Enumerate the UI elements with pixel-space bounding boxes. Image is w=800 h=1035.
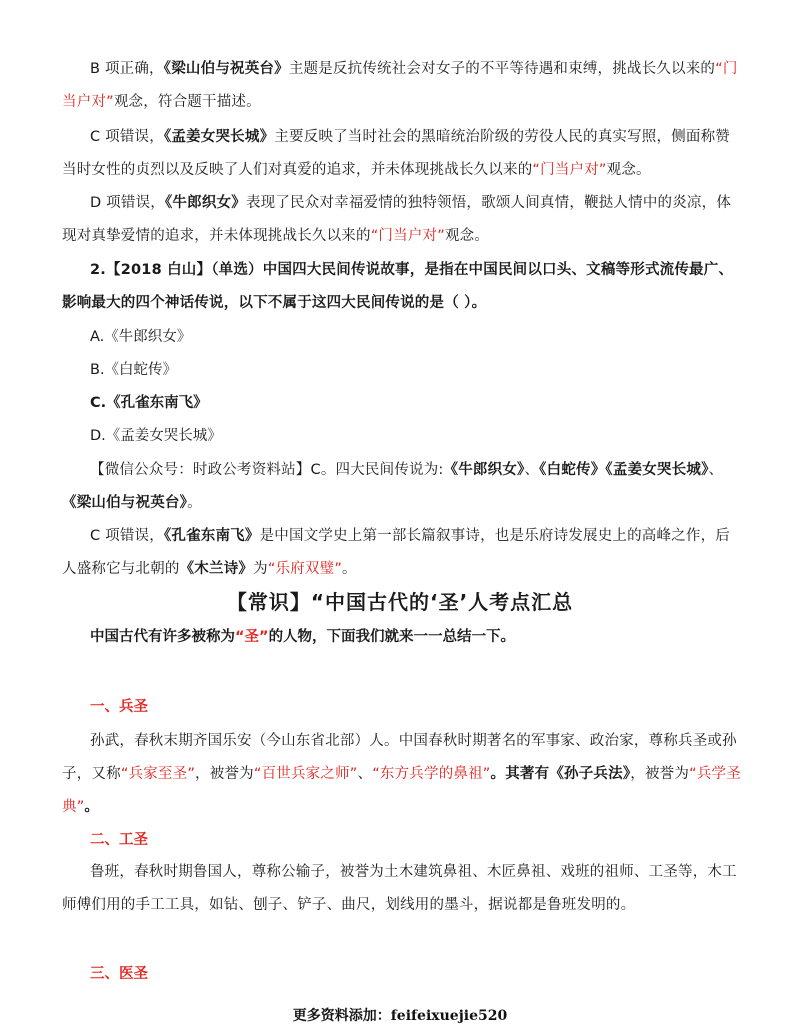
- text: 。: [342, 561, 357, 577]
- highlight: “圣”: [235, 629, 269, 645]
- highlight: “门当户对”: [62, 61, 738, 110]
- paragraph-luban: 鲁班，春秋时期鲁国人，尊称公输子，被誉为土木建筑鼻祖、木匠鼻祖、戏班的祖师、工圣等，木工师傅们用的手工工具，如钻、刨子、铲子、曲尺，划线用的墨斗，据说都是鲁班发明的。: [62, 864, 737, 913]
- option-a: A.《牛郎织女》: [90, 329, 192, 345]
- text: 。: [84, 799, 100, 815]
- book-title: 《孟姜女哭长城》: [163, 129, 275, 145]
- book-title: 《梁山伯与祝英台》: [62, 495, 188, 511]
- highlight: “东方兵学的鼻祖”: [372, 766, 491, 782]
- highlight: “门当户对”: [532, 162, 607, 178]
- text: 主题是反抗传统社会对女子的不平等待遇和束缚，挑战长久以来的: [288, 61, 716, 77]
- footer-note: 更多资料添加：feifeixuejie520: [292, 1008, 508, 1024]
- text: 中国古代有许多被称为: [90, 629, 235, 645]
- text: 【微信公众号：时政公考资料站】C。四大民间传说为:: [90, 462, 444, 478]
- book-title: 《孔雀东南飞》: [163, 528, 260, 544]
- question-2: 2.【2018 白山】（单选）中国四大民间传说故事，是指在中国民间以口头、文稿等形式流传最广、影响最大的四个神话传说，以下不属于这四大民间传说的是（ ）。: [62, 262, 734, 311]
- book-title: 《木兰诗》: [179, 561, 254, 577]
- text: 孙武，春秋末期齐国乐安（今山东省北部）人。中国春秋时期著名的军事家、政治家，尊称兵圣或孙子，又称: [62, 733, 737, 782]
- paragraph-option-b: [62, 53, 742, 119]
- text: 、: [708, 462, 724, 478]
- heading-gongsheng: 二、工圣: [90, 832, 148, 848]
- option-b: B.《白蛇传》: [90, 362, 178, 378]
- text: ，被誉为: [630, 766, 690, 782]
- book-title: 《牛郎织女》: [443, 462, 525, 478]
- text: 。其著有: [490, 766, 550, 782]
- option-d: D.《孟姜女哭长城》: [90, 428, 222, 444]
- text: 、: [524, 462, 540, 478]
- book-title: 《孙子兵法》: [549, 766, 631, 782]
- paragraph-option-d: [62, 187, 742, 253]
- paragraph-option-c: [62, 121, 742, 187]
- highlight: “兵家至圣”: [120, 766, 196, 782]
- text: 是中国文学史上第一部长篇叙事诗，也是乐府诗发展史上的高峰之作，后人盛称它与北朝的: [62, 528, 730, 577]
- highlight: “兵学圣典”: [62, 766, 741, 815]
- highlight: “门当户对”: [370, 228, 445, 244]
- heading-bingsheng: 一、兵圣: [90, 699, 148, 715]
- book-title: 《白蛇传》《孟姜女哭长城》: [539, 462, 709, 478]
- text: B 项正确，: [90, 61, 164, 77]
- text: D 项错误，: [90, 195, 165, 211]
- option-c: C.《孔雀东南飞》: [90, 395, 208, 411]
- text: 观念，符合题干描述。: [113, 94, 261, 110]
- book-title: 《梁山伯与祝英台》: [163, 61, 289, 77]
- highlight: “百世兵家之师”: [253, 766, 358, 782]
- text: 观念。: [444, 228, 490, 244]
- paragraph-option-c-explanation: [62, 520, 742, 586]
- section-title: 【常识】“中国古代的‘圣’人考点汇总: [226, 590, 574, 614]
- text: 表现了民众对幸福爱情的独特领悟，歌颂人间真情，鞭挞人情中的炎凉，体现对真挚爱情的追求，并未体现挑战长久以来的: [62, 195, 732, 244]
- text: C 项错误，: [90, 129, 164, 145]
- highlight: “乐府双璧”: [267, 561, 343, 577]
- heading-yisheng: 三、医圣: [90, 966, 148, 982]
- text: 、: [357, 766, 373, 782]
- text: 。: [187, 495, 202, 511]
- answer-paragraph: [62, 454, 742, 520]
- text: 观念。: [606, 162, 651, 178]
- text: 主要反映了当时社会的黑暗统治阶级的劳役人民的真实写照，侧面称赞当时女性的贞烈以及反映了人们对真爱的追求，并未体现挑战长久以来的: [62, 129, 730, 178]
- book-title: 《牛郎织女》: [164, 195, 246, 211]
- text: 为: [253, 561, 268, 577]
- text: C 项错误，: [90, 528, 164, 544]
- text: 的人物，下面我们就来一一总结一下。: [268, 629, 516, 645]
- paragraph-sunwu: [62, 725, 742, 824]
- intro-paragraph: [90, 627, 515, 647]
- text: ，被誉为: [195, 766, 254, 782]
